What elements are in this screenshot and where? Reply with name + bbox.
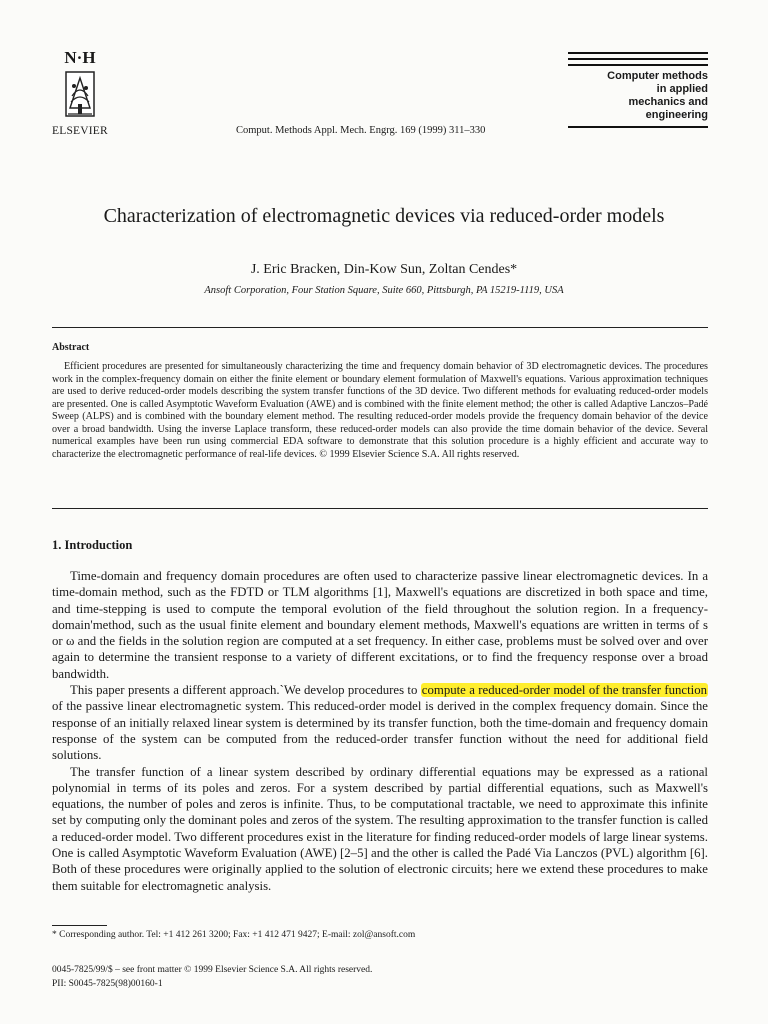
- paragraph: Time-domain and frequency domain procedures are often used to characterize passive linear electromagnetic devices. In a time-domain method, such as the FDTD or TLM algorithms [1], Maxwell's equations are discretized in both space and time, and time-stepping is used to compute the temporal evolution of the field throughout the solution region. In a frequency-domain'method, such as the usual finite element and boundary element methods, Maxwell's equations are written in terms of s or ω and the fields in the solution region are computed at a set frequency. In either case, problems must be solved over and over again to determine the transient response to a variety of different excitations, or to find the frequency response over a broad bandwidth.: [52, 569, 708, 681]
- divider-bottom: [52, 508, 708, 509]
- copyright-block: [52, 963, 372, 991]
- publisher-name: ELSEVIER: [52, 125, 108, 137]
- journal-name-line: mechanics and: [628, 96, 708, 108]
- paper-authors: J. Eric Bracken, Din-Kow Sun, Zoltan Cendes*: [250, 262, 518, 277]
- publisher-mark: N·H: [64, 48, 96, 67]
- footnote-rule: [52, 925, 107, 926]
- paper-title: Characterization of electromagnetic devices via reduced-order models: [103, 205, 665, 227]
- copyright-line: 0045-7825/99/$ – see front matter © 1999 Elsevier Science S.A. All rights reserved.: [52, 965, 373, 975]
- paragraph: [52, 682, 708, 763]
- journal-name-line: Computer methods: [607, 70, 708, 82]
- paper-affiliation: Ansoft Corporation, Four Station Square, Suite 660, Pittsburgh, PA 15219-1119, USA: [204, 285, 564, 296]
- journal-name-line: in applied: [656, 83, 708, 95]
- paragraph-text: This paper presents a different approach.`We develop procedures to: [70, 683, 421, 698]
- brand-rules: [568, 50, 708, 72]
- footnote: * Corresponding author. Tel: +1 412 261 3200; Fax: +1 412 471 9427; E-mail: zol@ansoft.com: [52, 930, 416, 940]
- brand-bottom-rule: [568, 126, 708, 128]
- divider-top: [52, 327, 708, 328]
- journal-brand: [568, 50, 708, 128]
- pii-line: PII: S0045-7825(98)00160-1: [52, 979, 163, 989]
- journal-name-line: engineering: [645, 109, 708, 121]
- highlighted-text: compute a reduced-order model of the transfer function: [421, 683, 707, 698]
- section-heading: 1. Introduction: [52, 538, 133, 552]
- abstract-heading: Abstract: [52, 342, 90, 353]
- paragraph: The transfer function of a linear system described by ordinary differential equations may be expressed as a rational polynomial in terms of its poles and zeros. For a system described by partial differential equations, such as Maxwell's equations, the number of poles and zeros is infinite. Thus, to be computational tractable, we need to approximate this infinite set by computing only the dominant poles and zeros of the system. The resulting approximation to the transfer function is called a reduced-order model. Two different procedures exist in the literature for finding reduced-order models of large linear systems. One is called Asymptotic Waveform Evaluation (AWE) [2–5] and the other is called the Padé Via Lanczos (PVL) algorithm [6]. Both of these procedures were originally applied to the solution of electronic circuits; here we extend these procedures to make them suitable for electromagnetic analysis.: [52, 764, 708, 893]
- elsevier-tree-logo-icon: [52, 66, 108, 122]
- introduction-body: [52, 568, 708, 894]
- journal-name: [568, 70, 708, 122]
- paragraph-text: of the passive linear electromagnetic system. This reduced-order model is derived in the complex frequency domain. Since the response of an initially relaxed linear system is determined by its transfer function, both the time-domain and frequency domain response of the system can be computed from the reduced-order transfer function without the need for additional field solutions.: [52, 699, 708, 763]
- elsevier-logo: [52, 50, 108, 126]
- journal-reference: Comput. Methods Appl. Mech. Engrg. 169 (1999) 311–330: [236, 125, 486, 136]
- abstract-text: Efficient procedures are presented for simultaneously characterizing the time and frequency domain behavior of 3D electromagnetic devices. The procedures work in the complex-frequency domain on either the finite element or boundary element formulation of Maxwell's equations. Various approximation techniques are used to derive reduced-order models describing the system transfer functions of the 3D device. Two different methods for evaluating reduced-order models are presented. One is called Asymptotic Waveform Evaluation (AWE) and is combined with the finite element method; the other is called Adaptive Lanczos–Padé Sweep (ALPS) and is combined with the boundary element method. The resulting reduced-order models provide the frequency domain behavior of the device over a broad bandwidth. Using the inverse Laplace transform, these reduced-order models can also provide the time domain behavior of the device. Several numerical examples have been run using commercial EDA software to demonstrate that this solution procedure is a highly efficient and accurate way to characterize the electromagnetic performance of real-life devices. © 1999 Elsevier Science S.A. All rights reserved.: [52, 361, 708, 460]
